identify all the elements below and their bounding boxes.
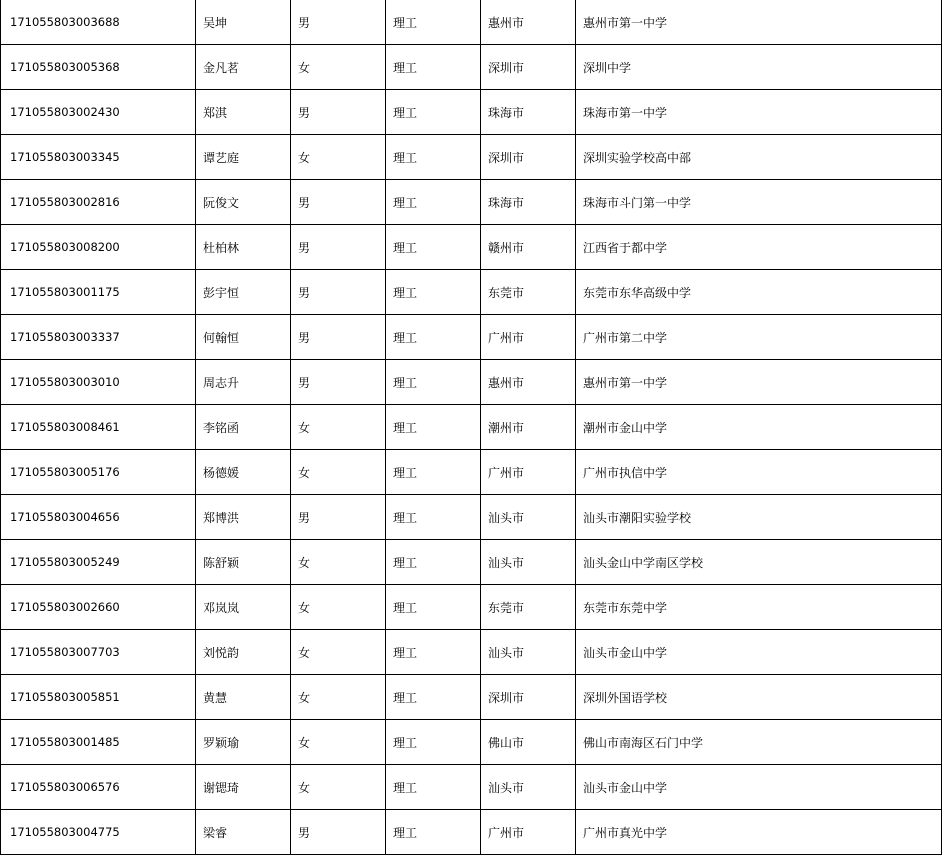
student-name-cell: 黄慧 bbox=[196, 675, 291, 720]
candidate-id-cell: 171055803002660 bbox=[1, 585, 196, 630]
table-row bbox=[1, 0, 942, 45]
school-cell: 佛山市南海区石门中学 bbox=[576, 720, 942, 765]
category-cell: 理工 bbox=[386, 720, 481, 765]
school-cell: 广州市第二中学 bbox=[576, 315, 942, 360]
table-row bbox=[1, 90, 942, 135]
gender-cell: 女 bbox=[291, 720, 386, 765]
school-cell: 汕头市金山中学 bbox=[576, 765, 942, 810]
table-row bbox=[1, 720, 942, 765]
category-cell: 理工 bbox=[386, 540, 481, 585]
table-row bbox=[1, 225, 942, 270]
school-cell: 广州市真光中学 bbox=[576, 810, 942, 855]
candidate-id-cell: 171055803004656 bbox=[1, 495, 196, 540]
city-cell: 广州市 bbox=[481, 450, 576, 495]
student-name-cell: 阮俊文 bbox=[196, 180, 291, 225]
gender-cell: 男 bbox=[291, 360, 386, 405]
school-cell: 惠州市第一中学 bbox=[576, 360, 942, 405]
candidate-id-cell: 171055803005368 bbox=[1, 45, 196, 90]
city-cell: 东莞市 bbox=[481, 270, 576, 315]
gender-cell: 女 bbox=[291, 765, 386, 810]
student-name-cell: 周志升 bbox=[196, 360, 291, 405]
school-cell: 惠州市第一中学 bbox=[576, 0, 942, 45]
school-cell: 汕头市金山中学 bbox=[576, 630, 942, 675]
student-name-cell: 郑淇 bbox=[196, 90, 291, 135]
category-cell: 理工 bbox=[386, 810, 481, 855]
gender-cell: 男 bbox=[291, 90, 386, 135]
gender-cell: 女 bbox=[291, 630, 386, 675]
category-cell: 理工 bbox=[386, 180, 481, 225]
school-cell: 江西省于都中学 bbox=[576, 225, 942, 270]
gender-cell: 女 bbox=[291, 585, 386, 630]
table-row bbox=[1, 135, 942, 180]
candidate-id-cell: 171055803003010 bbox=[1, 360, 196, 405]
school-cell: 珠海市斗门第一中学 bbox=[576, 180, 942, 225]
candidate-id-cell: 171055803003345 bbox=[1, 135, 196, 180]
student-name-cell: 金凡茗 bbox=[196, 45, 291, 90]
school-cell: 深圳实验学校高中部 bbox=[576, 135, 942, 180]
category-cell: 理工 bbox=[386, 630, 481, 675]
candidate-id-cell: 171055803005249 bbox=[1, 540, 196, 585]
category-cell: 理工 bbox=[386, 360, 481, 405]
student-name-cell: 谭艺庭 bbox=[196, 135, 291, 180]
table-row bbox=[1, 360, 942, 405]
student-name-cell: 罗颖瑜 bbox=[196, 720, 291, 765]
city-cell: 赣州市 bbox=[481, 225, 576, 270]
candidate-id-cell: 171055803007703 bbox=[1, 630, 196, 675]
category-cell: 理工 bbox=[386, 675, 481, 720]
school-cell: 汕头市潮阳实验学校 bbox=[576, 495, 942, 540]
category-cell: 理工 bbox=[386, 765, 481, 810]
student-name-cell: 陈舒颖 bbox=[196, 540, 291, 585]
gender-cell: 女 bbox=[291, 450, 386, 495]
city-cell: 汕头市 bbox=[481, 630, 576, 675]
school-cell: 汕头金山中学南区学校 bbox=[576, 540, 942, 585]
city-cell: 东莞市 bbox=[481, 585, 576, 630]
student-name-cell: 梁睿 bbox=[196, 810, 291, 855]
city-cell: 深圳市 bbox=[481, 45, 576, 90]
student-name-cell: 李铭函 bbox=[196, 405, 291, 450]
table-row bbox=[1, 270, 942, 315]
candidate-id-cell: 171055803002816 bbox=[1, 180, 196, 225]
category-cell: 理工 bbox=[386, 225, 481, 270]
student-name-cell: 何翰恒 bbox=[196, 315, 291, 360]
table-row bbox=[1, 585, 942, 630]
gender-cell: 男 bbox=[291, 495, 386, 540]
candidate-id-cell: 171055803003688 bbox=[1, 0, 196, 45]
gender-cell: 女 bbox=[291, 405, 386, 450]
candidate-id-cell: 171055803005851 bbox=[1, 675, 196, 720]
student-name-cell: 杨德媛 bbox=[196, 450, 291, 495]
category-cell: 理工 bbox=[386, 135, 481, 180]
table-row bbox=[1, 630, 942, 675]
student-name-cell: 杜柏林 bbox=[196, 225, 291, 270]
gender-cell: 女 bbox=[291, 135, 386, 180]
city-cell: 汕头市 bbox=[481, 495, 576, 540]
candidate-id-cell: 171055803003337 bbox=[1, 315, 196, 360]
table-row bbox=[1, 540, 942, 585]
gender-cell: 男 bbox=[291, 810, 386, 855]
table-row bbox=[1, 810, 942, 855]
table-row bbox=[1, 765, 942, 810]
student-name-cell: 邓岚岚 bbox=[196, 585, 291, 630]
gender-cell: 男 bbox=[291, 315, 386, 360]
table-row bbox=[1, 675, 942, 720]
category-cell: 理工 bbox=[386, 270, 481, 315]
gender-cell: 男 bbox=[291, 225, 386, 270]
student-name-cell: 刘悦韵 bbox=[196, 630, 291, 675]
category-cell: 理工 bbox=[386, 315, 481, 360]
gender-cell: 男 bbox=[291, 0, 386, 45]
city-cell: 汕头市 bbox=[481, 540, 576, 585]
city-cell: 珠海市 bbox=[481, 90, 576, 135]
city-cell: 广州市 bbox=[481, 810, 576, 855]
candidate-id-cell: 171055803004775 bbox=[1, 810, 196, 855]
table-row bbox=[1, 405, 942, 450]
candidate-id-cell: 171055803008200 bbox=[1, 225, 196, 270]
candidate-id-cell: 171055803001485 bbox=[1, 720, 196, 765]
table-row bbox=[1, 315, 942, 360]
category-cell: 理工 bbox=[386, 0, 481, 45]
city-cell: 潮州市 bbox=[481, 405, 576, 450]
school-cell: 深圳外国语学校 bbox=[576, 675, 942, 720]
category-cell: 理工 bbox=[386, 90, 481, 135]
gender-cell: 女 bbox=[291, 540, 386, 585]
candidate-id-cell: 171055803002430 bbox=[1, 90, 196, 135]
student-name-cell: 郑博洪 bbox=[196, 495, 291, 540]
candidate-id-cell: 171055803006576 bbox=[1, 765, 196, 810]
city-cell: 广州市 bbox=[481, 315, 576, 360]
school-cell: 潮州市金山中学 bbox=[576, 405, 942, 450]
city-cell: 深圳市 bbox=[481, 675, 576, 720]
roster-body bbox=[1, 0, 942, 855]
city-cell: 惠州市 bbox=[481, 360, 576, 405]
table-row bbox=[1, 495, 942, 540]
table-row bbox=[1, 180, 942, 225]
category-cell: 理工 bbox=[386, 495, 481, 540]
school-cell: 东莞市东莞中学 bbox=[576, 585, 942, 630]
category-cell: 理工 bbox=[386, 45, 481, 90]
category-cell: 理工 bbox=[386, 450, 481, 495]
student-name-cell: 彭宇恒 bbox=[196, 270, 291, 315]
school-cell: 珠海市第一中学 bbox=[576, 90, 942, 135]
student-name-cell: 吴坤 bbox=[196, 0, 291, 45]
school-cell: 东莞市东华高级中学 bbox=[576, 270, 942, 315]
candidate-id-cell: 171055803001175 bbox=[1, 270, 196, 315]
candidate-id-cell: 171055803005176 bbox=[1, 450, 196, 495]
school-cell: 广州市执信中学 bbox=[576, 450, 942, 495]
table-row bbox=[1, 45, 942, 90]
gender-cell: 男 bbox=[291, 180, 386, 225]
table-row bbox=[1, 450, 942, 495]
gender-cell: 女 bbox=[291, 45, 386, 90]
city-cell: 深圳市 bbox=[481, 135, 576, 180]
city-cell: 惠州市 bbox=[481, 0, 576, 45]
city-cell: 珠海市 bbox=[481, 180, 576, 225]
category-cell: 理工 bbox=[386, 585, 481, 630]
candidate-id-cell: 171055803008461 bbox=[1, 405, 196, 450]
student-name-cell: 谢锶琦 bbox=[196, 765, 291, 810]
category-cell: 理工 bbox=[386, 405, 481, 450]
city-cell: 汕头市 bbox=[481, 765, 576, 810]
city-cell: 佛山市 bbox=[481, 720, 576, 765]
gender-cell: 女 bbox=[291, 675, 386, 720]
school-cell: 深圳中学 bbox=[576, 45, 942, 90]
gender-cell: 男 bbox=[291, 270, 386, 315]
